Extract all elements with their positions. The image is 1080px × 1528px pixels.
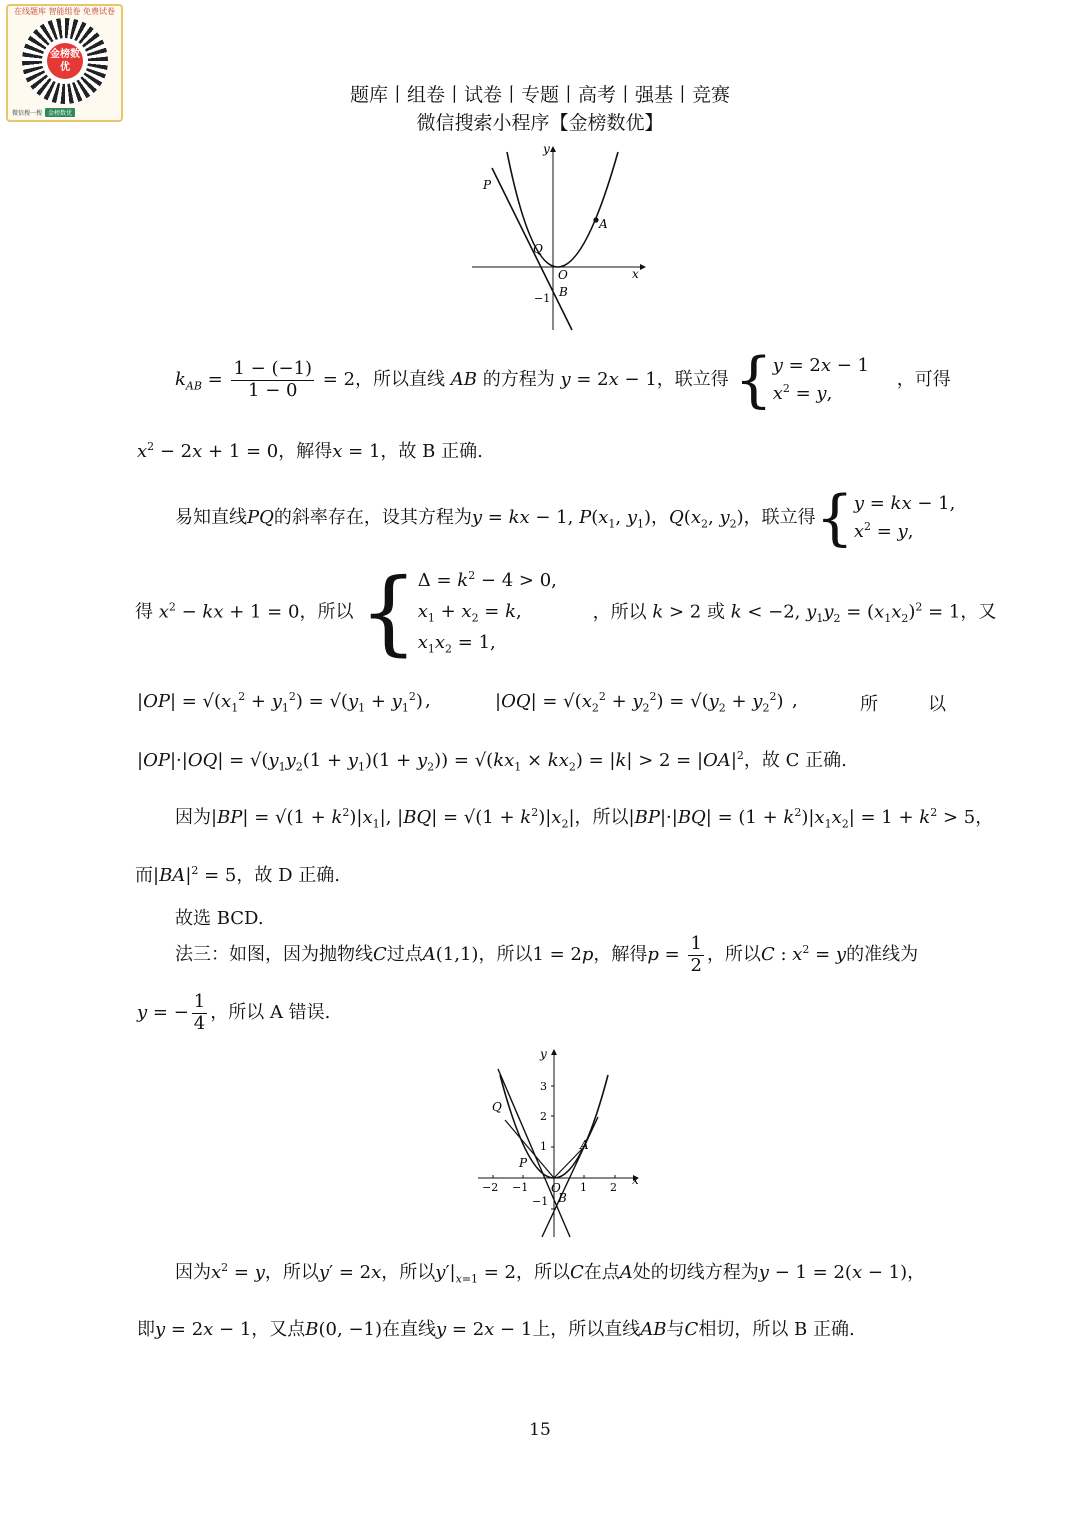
- comma-2: ,: [792, 690, 798, 711]
- line-method-3: 法三：如图，因为抛物线C过点A(1,1)，所以1 = 2p，解得p = $\frac{1}{2}$ ，所以C : $x^2 = y$的准线为: [175, 933, 919, 976]
- text-l2b: ，故 B 正确.: [380, 441, 483, 462]
- label-x-2: x: [632, 1173, 639, 1187]
- text-l11: ，所以 A 错误.: [210, 1002, 331, 1024]
- text-l1b: 的方程为: [482, 369, 555, 390]
- line-pq: [492, 168, 572, 330]
- label-minus1: −1: [534, 292, 551, 305]
- text-l10d: ，解得: [593, 944, 648, 966]
- tick-x-2: 2: [610, 1181, 617, 1194]
- label-a: A: [599, 217, 608, 231]
- text-l4a: 得: [135, 601, 153, 623]
- text-l12b: ，所以: [264, 1262, 319, 1283]
- text-l7b: ，所以: [574, 807, 629, 828]
- comma-1: ,: [425, 690, 431, 711]
- text-l13b: ，又点: [251, 1319, 306, 1340]
- text-l10c: ，所以: [478, 944, 533, 966]
- answer-bcd: 故选 BCD.: [175, 908, 264, 929]
- line-bp-bq: 因为$|BP| = √(1 + k^2)|x_1|$, $|BQ| = √(1 + k^2)|x_2|$，所以$|BP|\cdot|BQ| = (1 + k^2)|x_1x_2| = 1 + k^2 > 5$，: [175, 806, 994, 831]
- line-oq: $|OQ| = √(x_2^2 + y_2^2) = √(y_2 + y_2^2)$: [495, 690, 784, 715]
- line-discriminant: 得 $x^2$ − kx + 1 = 0，所以 {$\Delta = k^2 - 4 > 0$, $x_1 + x_2 = k$, $x_1x_2 = 1$, ，所以 k > 2 或 k < −2, $y_1y_2 = (x_1x_2)^2 = 1$，又: [135, 558, 997, 666]
- figure-2-tangent: [470, 1045, 650, 1240]
- tick-y-3: 3: [540, 1080, 547, 1093]
- header-mini-program: 微信搜索小程序【金榜数优】: [416, 112, 664, 134]
- label-p: P: [483, 178, 492, 192]
- text-l1c: ，联立得: [656, 369, 729, 390]
- point-a: [593, 217, 598, 222]
- text-l4b: ，所以: [299, 601, 354, 623]
- line-ba: 而$|BA|^2 = 5$，故 D 正确.: [135, 864, 340, 886]
- tick-x-minus1: −1: [512, 1181, 529, 1194]
- text-l10b: 过点: [386, 944, 423, 966]
- text-l4e: ，又: [960, 601, 997, 623]
- logo-brand: 金榜数优: [47, 43, 83, 79]
- text-l12e: 在点: [583, 1262, 620, 1283]
- text-l10f: 的准线为: [846, 944, 919, 966]
- label-p-2: P: [519, 1156, 528, 1170]
- text-l12c: ，所以: [381, 1262, 436, 1283]
- text-l13a: 即: [137, 1319, 155, 1340]
- line-kab: $k_{AB}$ = $\frac{1 - (-1)}{1 - 0}$ = 2，所以直线 AB 的方程为 y = 2x − 1，联立得 {y = 2x − 1 $x^2 = y$, ，可得: [175, 345, 951, 415]
- line-directrix: y = − $\frac{1}{4}$ ，所以 A 错误.: [137, 991, 331, 1034]
- line-op-oq: $|OP| = √(x_1^2 + y_1^2) = √(y_1 + y_1^2)$: [137, 690, 423, 715]
- tick-y-2: 2: [540, 1110, 547, 1123]
- text-l12f: 处的切线方程为: [632, 1262, 759, 1283]
- text-l12a: 因为: [175, 1262, 211, 1283]
- text-l1d: ，可得: [896, 369, 951, 390]
- logo-footer-left: 微信搜一搜: [12, 109, 43, 117]
- line-pq-setup: 易知直线PQ的斜率存在，设其方程为y = kx − 1, $P(x_1$, $y_1$)，$Q(x_2$, $y_2$)，联立得{y = kx − 1, $x^2 = y$,: [175, 483, 956, 553]
- text-l13e: 与: [666, 1319, 685, 1340]
- label-o: O: [558, 268, 568, 282]
- text-l2a: ，解得: [278, 441, 333, 462]
- line-solve-1: $x^2 - 2x + 1 = 0$，解得x = 1，故 B 正确.: [137, 440, 483, 462]
- label-q: Q: [533, 242, 543, 256]
- figure-1-parabola: [470, 140, 650, 335]
- label-b-2: B: [558, 1191, 567, 1205]
- label-x: x: [632, 267, 639, 281]
- tick-y-minus1: −1: [532, 1195, 549, 1208]
- page-number: 15: [529, 1420, 551, 1440]
- text-l13f: 相切，所以 B 正确.: [698, 1319, 855, 1340]
- text-l12d: ，所以: [516, 1262, 571, 1283]
- text-l4c: ，所以: [592, 601, 647, 623]
- text-yi: 以: [928, 694, 946, 715]
- tick-y-1: 1: [540, 1140, 547, 1153]
- segment-oa: [554, 1148, 583, 1178]
- line-tangent-conclusion: 即y = 2x − 1，又点B(0, −1)在直线y = 2x − 1上，所以直线AB与C相切，所以 B 正确.: [137, 1319, 855, 1340]
- text-l3c: ，联立得: [743, 507, 816, 528]
- text-l13c: 在直线: [382, 1319, 437, 1340]
- line-op-times-oq: $|OP|\cdot|OQ| = √(y_1y_2(1 + y_1)(1 + y_2)) = √(kx_1 \times kx_2) = |k| > 2 = |OA|^2$，故 C 正确.: [137, 749, 847, 774]
- text-l6: ，故 C 正确.: [743, 750, 847, 771]
- text-so: 所: [860, 694, 878, 715]
- label-q-2: Q: [492, 1100, 502, 1114]
- text-l3a: 易知直线: [175, 507, 247, 528]
- text-l4d: 或: [706, 601, 725, 623]
- header-nav: 题库丨组卷丨试卷丨专题丨高考丨强基丨竞赛: [349, 84, 730, 106]
- line-derivative: 因为$x^2 = y$，所以y′ = 2x，所以$y'|_{x=1} = 2$，所以C在点A处的切线方程为y − 1 = 2(x − 1)，: [175, 1261, 926, 1286]
- tick-x-1: 1: [580, 1181, 587, 1194]
- text-l8a: 而: [135, 865, 153, 886]
- tick-x-minus2: −2: [482, 1181, 499, 1194]
- text-l13d: 上，所以直线: [532, 1319, 641, 1340]
- text-l8b: ，故 D 正确.: [236, 865, 340, 886]
- label-o-2: O: [551, 1181, 561, 1195]
- text-l7a: 因为: [175, 807, 211, 828]
- text-l1a: ，所以直线: [355, 369, 446, 390]
- text-l3b: 的斜率存在，设其方程为: [273, 507, 472, 528]
- parabola-curve: [507, 152, 618, 267]
- logo-slogan: 在线题库 智能组卷 免费试卷: [13, 7, 116, 16]
- text-l10a: 法三：如图，因为抛物线: [175, 944, 373, 966]
- line-pq-2: [498, 1069, 570, 1237]
- label-b: B: [559, 285, 568, 299]
- label-y-2: y: [540, 1047, 547, 1061]
- logo-footer-right: 金榜数优: [45, 108, 75, 117]
- label-a-2: A: [580, 1138, 589, 1152]
- kab-value: = 2: [322, 369, 356, 390]
- label-y: y: [543, 142, 550, 156]
- text-l10e: ，所以: [706, 944, 761, 966]
